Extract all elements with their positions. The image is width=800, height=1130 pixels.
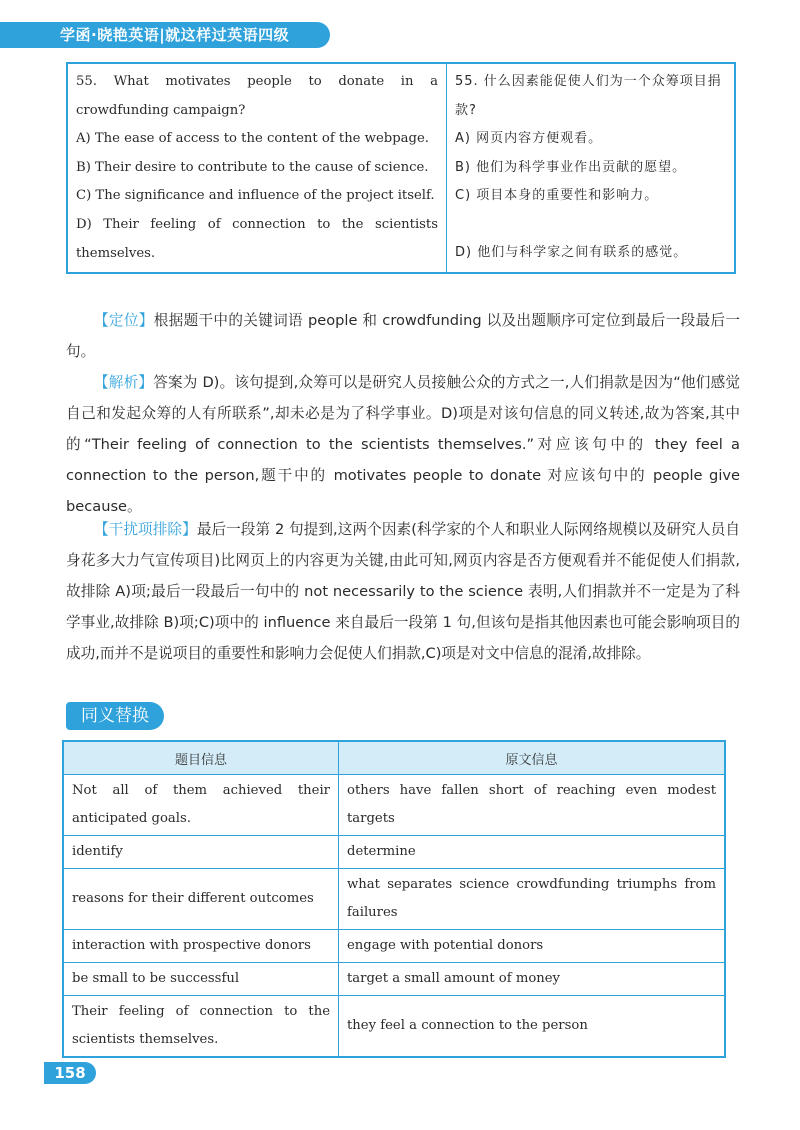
option-c-zh: C) 项目本身的重要性和影响力。 [455,188,659,204]
question-info-cell: identify [63,836,339,869]
locate-text: 根据题干中的关键词语 people 和 crowdfunding 以及出题顺序可定位到最后一段最后一句。 [66,312,740,360]
option-d-zh: D) 他们与科学家之间有联系的感觉。 [455,244,688,260]
page-number: 158 [44,1062,96,1084]
explain-section [66,367,740,522]
question-stem-en: 55. What motivates people to donate in a crowdfunding campaign? [76,74,438,118]
table-row [63,996,725,1058]
exclude-tag: 【干扰项排除】 [94,521,197,538]
explain-tag: 【解析】 [94,374,154,391]
exclude-text: 最后一段第 2 句提到,这两个因素(科学家的个人和职业人际网络规模以及研究人员自身花多大力气宣传项目)比网页上的内容更为关键,由此可知,网页内容是否方便观看并不能促使人们捐款,故排除 A)项;最后一段最后一句中的 not necessarily to the science 表明,人们捐款并不一定是为了科学事业,故排除 B)项;C)项中的 influence 来自最后一段第 1 句,但该句是指其他因素也可能会影响项目的成功,而并不是说项目的重要性和影响力会促使人们捐款,C)项是对文中信息的混淆,故排除。 [66,521,740,662]
question-en [67,63,447,273]
original-info-cell: determine [339,836,726,869]
table-row [63,775,725,836]
exclude-section [66,514,740,669]
question-table [66,62,736,274]
option-b-en: B) Their desire to contribute to the cause of science. [76,159,429,175]
question-info-cell: reasons for their different outcomes [63,869,339,930]
option-a-en: A) The ease of access to the content of the webpage. [76,131,429,147]
original-info-cell: target a small amount of money [339,963,726,996]
table-row [63,836,725,869]
table-row [63,869,725,930]
locate-tag: 【定位】 [94,312,154,329]
question-zh [447,63,736,273]
original-info-cell: they feel a connection to the person [339,996,726,1058]
option-d-en: D) Their feeling of connection to the scientists themselves. [76,216,438,261]
table-row [63,963,725,996]
header-question-info: 题目信息 [63,741,339,775]
table-row [63,930,725,963]
option-b-zh: B) 他们为科学事业作出贡献的愿望。 [455,159,687,175]
question-info-cell: interaction with prospective donors [63,930,339,963]
synonyms-header-row [63,741,725,775]
option-c-en: C) The significance and influence of the project itself. [76,188,435,204]
original-info-cell: others have fallen short of reaching even modest targets [339,775,726,836]
question-info-cell: Not all of them achieved their anticipated goals. [63,775,339,836]
question-info-cell: Their feeling of connection to the scientists themselves. [63,996,339,1058]
locate-section [66,305,740,367]
question-info-cell: be small to be successful [63,963,339,996]
header-original-info: 原文信息 [339,741,726,775]
synonyms-badge: 同义替换 [66,702,164,730]
original-info-cell: what separates science crowdfunding triumphs from failures [339,869,726,930]
header-title: 学函·晓艳英语|就这样过英语四级 [0,22,330,48]
synonyms-table [62,740,726,1058]
option-a-zh: A) 网页内容方便观看。 [455,131,603,147]
question-stem-zh: 55. 什么因素能促使人们为一个众筹项目捐款? [455,74,722,118]
original-info-cell: engage with potential donors [339,930,726,963]
explain-text: 答案为 D)。该句提到,众筹可以是研究人员接触公众的方式之一,人们捐款是因为“他们感觉自己和发起众筹的人有所联系”,却未必是为了科学事业。D)项是对该句信息的同义转述,故为答案,其中的“Their feeling of connection to the scientists themselves.”对应该句中的 they feel a connection to the person,题干中的 motivates people to donate 对应该句中的 people give because。 [66,374,740,515]
